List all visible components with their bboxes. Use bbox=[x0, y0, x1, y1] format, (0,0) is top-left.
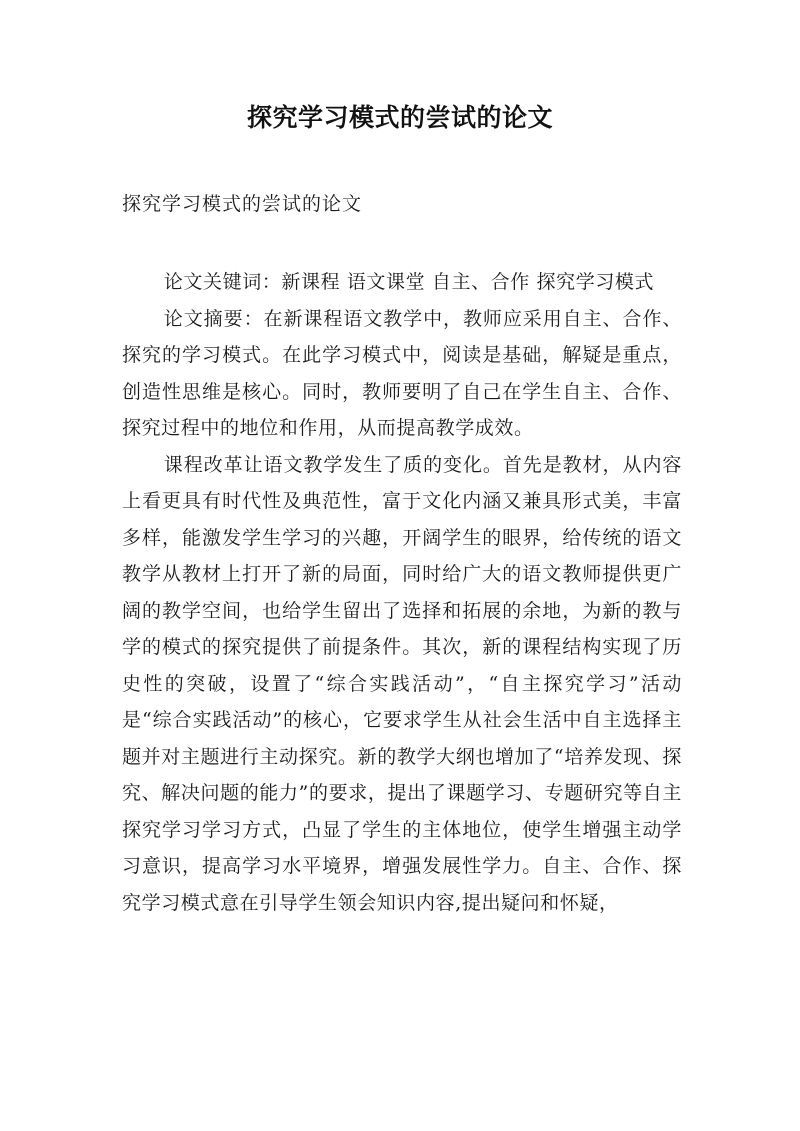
abstract-paragraph: 论文摘要：在新课程语文教学中，教师应采用自主、合作、探究的学习模式。在此学习模式中，阅读是基础，解疑是重点，创造性思维是核心。同时，教师要明了自己在学生自主、合作、探究过程中的地位和作用，从而提高教学成效。 bbox=[122, 307, 682, 439]
document-body bbox=[122, 264, 682, 921]
body-paragraph: 课程改革让语文教学发生了质的变化。首先是教材，从内容上看更具有时代性及典范性，富于文化内涵又兼具形式美，丰富多样，能激发学生学习的兴趣，开阔学生的眼界，给传统的语文教学从教材上打开了新的局面，同时给广大的语文教师提供更广阔的教学空间，也给学生留出了选择和拓展的余地，为新的教与学的模式的探究提供了前提条件。其次，新的课程结构实现了历史性的突破，设置了“综合实践活动”，“自主探究学习”活动是“综合实践活动”的核心，它要求学生从社会生活中自主选择主题并对主题进行主动探究。新的教学大纲也增加了“培养发现、探究、解决问题的能力”的要求，提出了课题学习、专题研究等自主探究学习学习方式，凸显了学生的主体地位，使学生增强主动学习意识，提高学习水平境界，增强发展性学力。自主、合作、探究学习模式意在引导学生领会知识内容,提出疑问和怀疑， bbox=[122, 453, 682, 914]
document-title: 探究学习模式的尝试的论文 bbox=[246, 103, 553, 132]
keywords-paragraph: 论文关键词：新课程 语文课堂 自主、合作 探究学习模式 bbox=[163, 271, 655, 293]
document-subtitle: 探究学习模式的尝试的论文 bbox=[122, 193, 363, 215]
